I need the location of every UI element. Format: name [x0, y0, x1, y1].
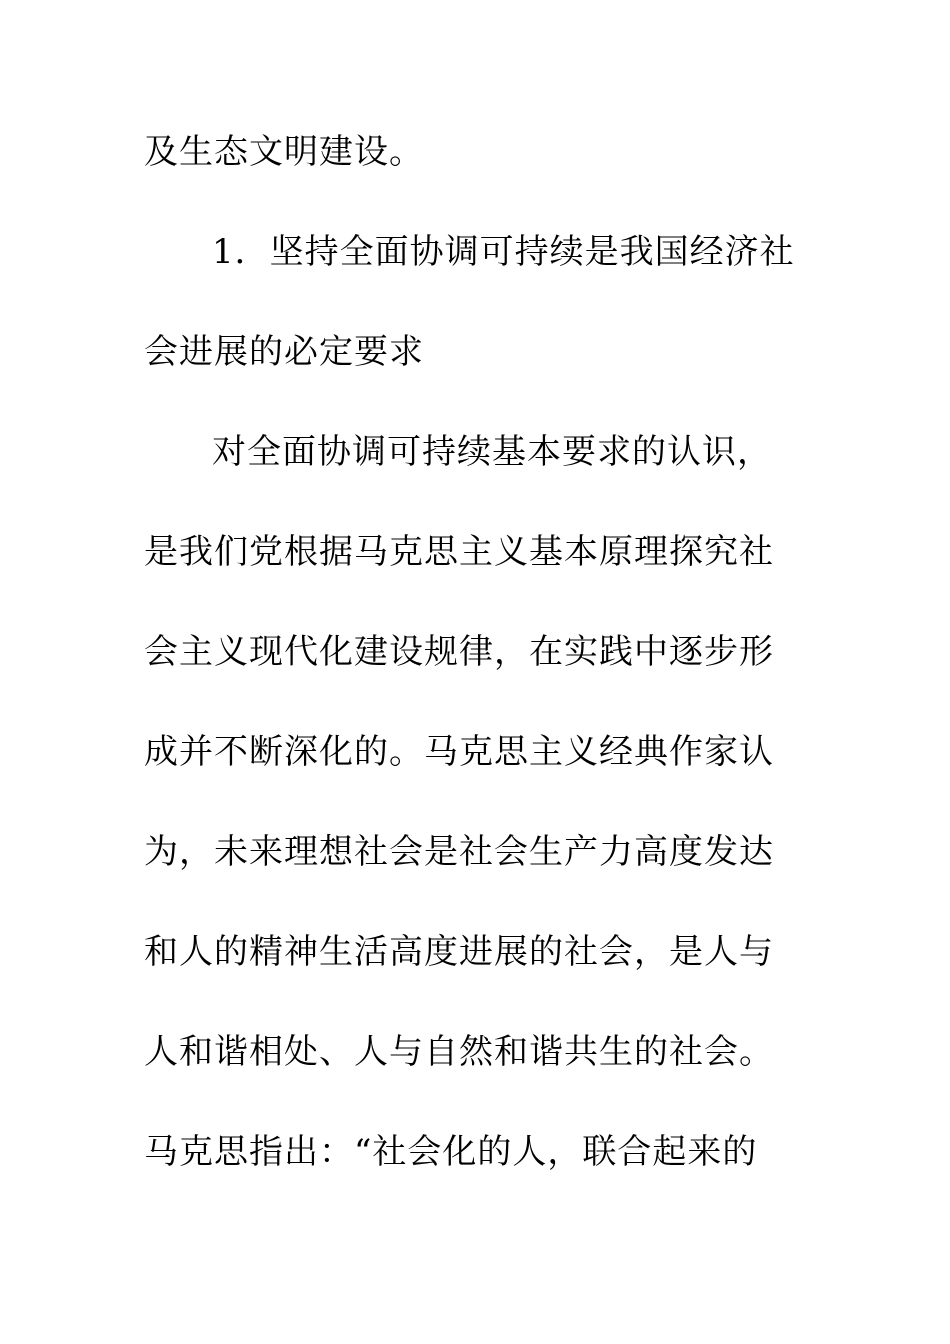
paragraph-first-line: 对全面协调可持续基本要求的认识，	[212, 432, 772, 472]
section-heading-line: 会进展的必定要求	[144, 332, 424, 372]
text-line: 及生态文明建设。	[144, 132, 424, 172]
text-line: 是我们党根据马克思主义基本原理探究社	[144, 532, 774, 572]
text-line: 会主义现代化建设规律，在实践中逐步形	[144, 632, 774, 672]
section-heading-line: 1．坚持全面协调可持续是我国经济社	[212, 232, 795, 272]
text-line: 成并不断深化的。马克思主义经典作家认	[144, 732, 774, 772]
text-line: 人和谐相处、人与自然和谐共生的社会。	[144, 1032, 774, 1072]
text-line: 和人的精神生活高度进展的社会，是人与	[144, 932, 774, 972]
text-line: 为，未来理想社会是社会生产力高度发达	[144, 832, 774, 872]
text-line: 马克思指出：“社会化的人，联合起来的	[144, 1132, 758, 1172]
